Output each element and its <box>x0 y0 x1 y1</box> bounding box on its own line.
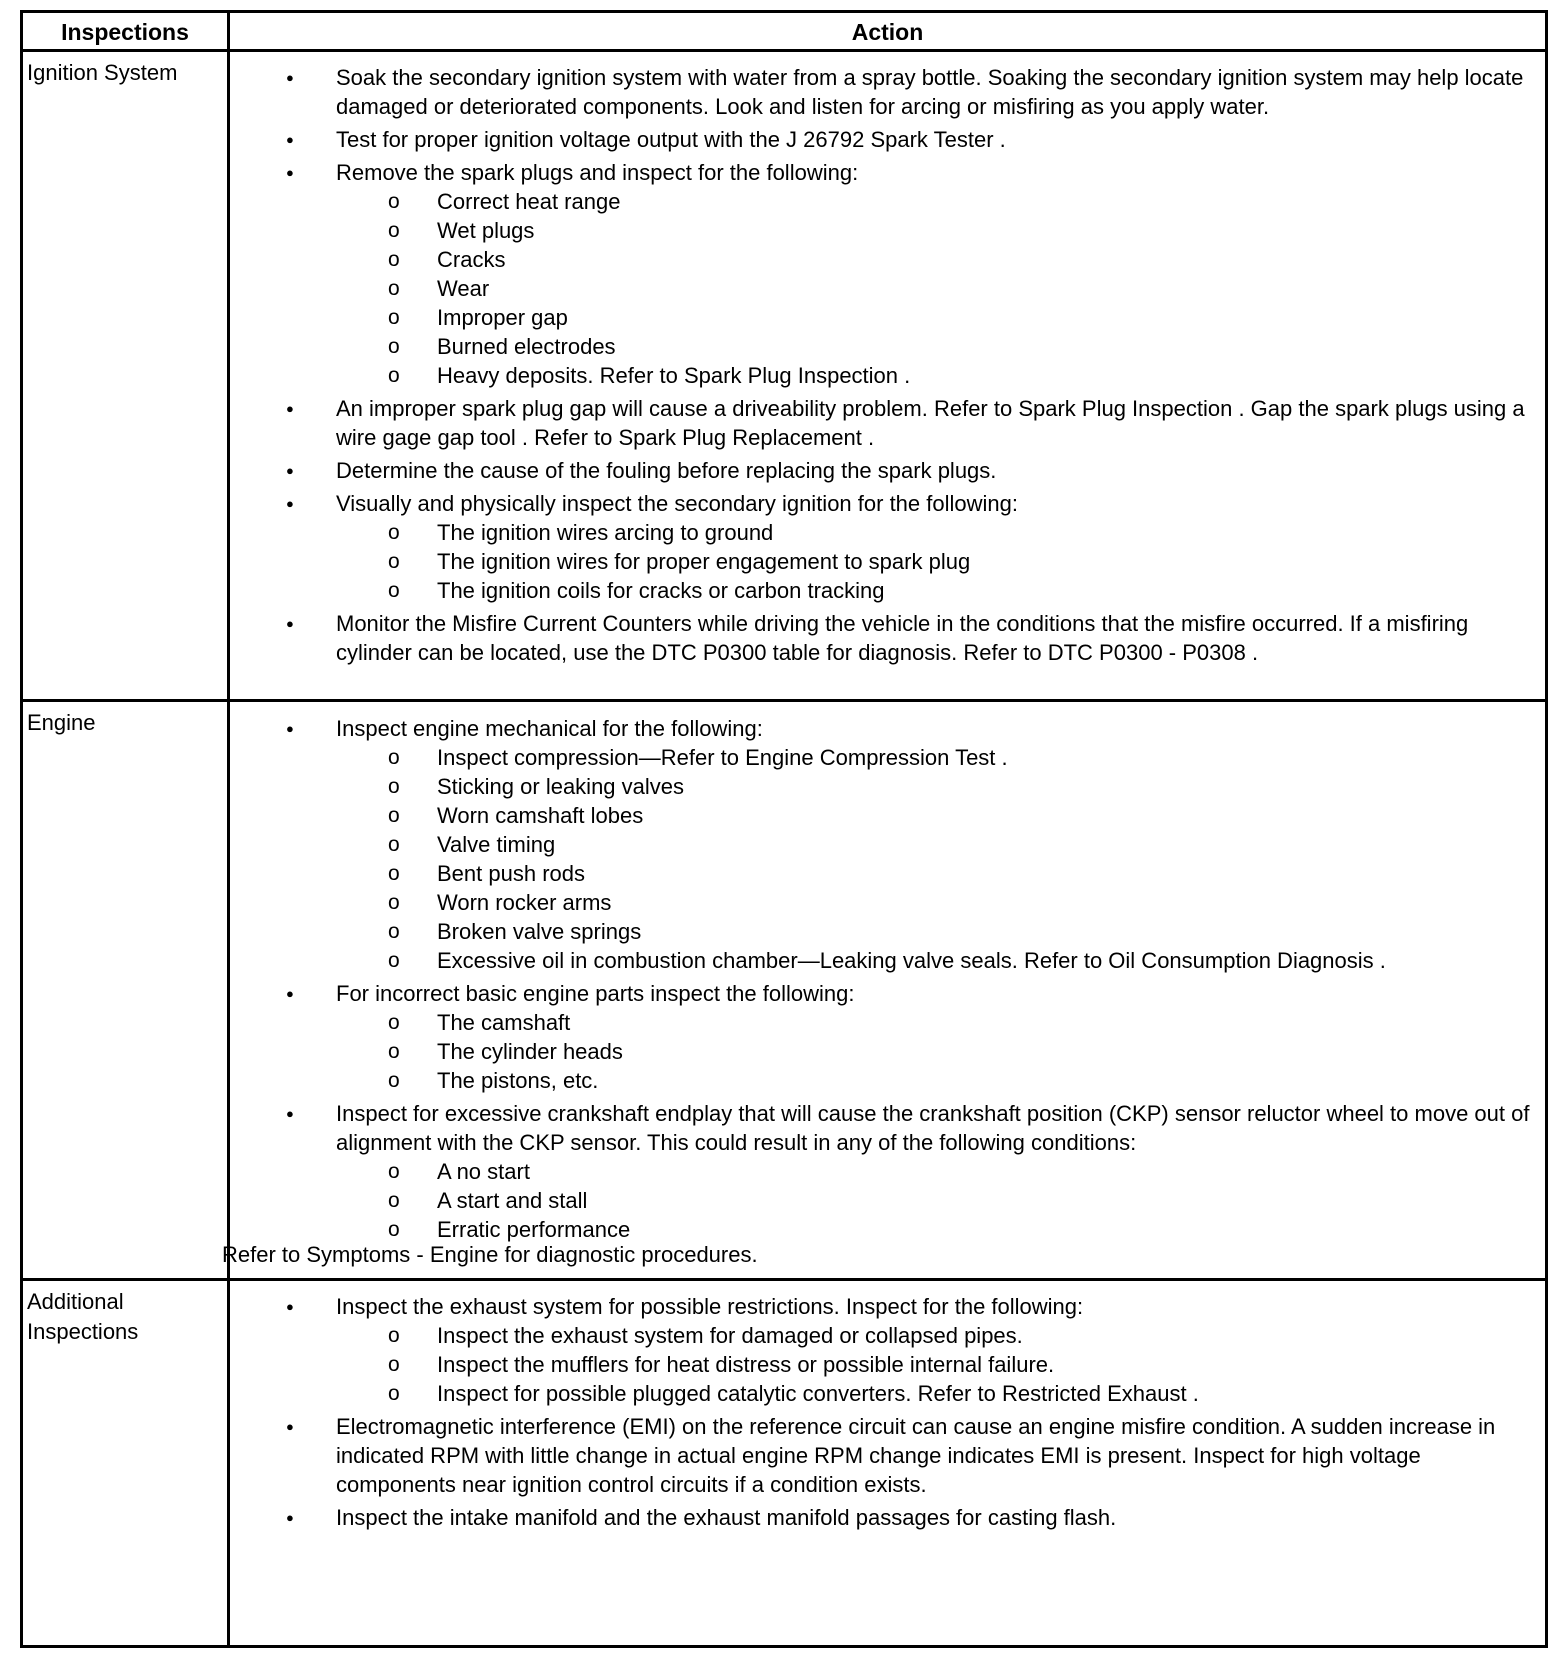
sub-list <box>336 1157 1545 1244</box>
inspection-table <box>20 10 1548 1648</box>
sub-list-item: o The ignition wires arcing to ground <box>336 518 1545 547</box>
sub-list-item: o Heavy deposits. Refer to Spark Plug Inspection . <box>336 361 1545 390</box>
sub-list-item: o Inspect the exhaust system for damaged or collapsed pipes. <box>336 1321 1545 1350</box>
sub-list-item: o Inspect for possible plugged catalytic converters. Refer to Restricted Exhaust . <box>336 1379 1545 1408</box>
inspection-label: Additional Inspections <box>27 1289 139 1344</box>
sub-list-item: o Erratic performance <box>336 1215 1545 1244</box>
sub-list <box>336 1321 1545 1408</box>
bullet-text: Soak the secondary ignition system with water from a spray bottle. Soaking the secondary ignition system may help locate damaged or deteriorated components. Look and listen for arcing or misfiring as you apply water. <box>336 65 1524 119</box>
sub-list-item: o Worn rocker arms <box>336 888 1545 917</box>
sub-list <box>336 743 1545 975</box>
bullet-text: Inspect the intake manifold and the exhaust manifold passages for casting flash. <box>336 1505 1117 1530</box>
inspection-label: Engine <box>27 710 96 735</box>
sub-list <box>336 518 1545 605</box>
bullet-item <box>230 609 1545 667</box>
sub-list <box>336 187 1545 390</box>
engine-note: Refer to Symptoms - Engine for diagnostic procedures. <box>222 1242 758 1267</box>
bullet-item <box>230 714 1545 975</box>
bullet-item <box>230 158 1545 390</box>
header-action: Action <box>851 19 924 45</box>
bullet-item <box>230 456 1545 485</box>
table-header <box>23 13 1545 52</box>
bullet-item <box>230 125 1545 154</box>
sub-list-item: o Burned electrodes <box>336 332 1545 361</box>
bullet-text: For incorrect basic engine parts inspect the following: <box>336 981 855 1006</box>
sub-list-item: o Wet plugs <box>336 216 1545 245</box>
bullet-item <box>230 1099 1545 1244</box>
bullet-text: An improper spark plug gap will cause a driveability problem. Refer to Spark Plug Inspection . Gap the spark plugs using a wire gage gap tool . Refer to Spark Plug Replacement . <box>336 396 1525 450</box>
sub-list-item: o The camshaft <box>336 1008 1545 1037</box>
sub-list-item: o Broken valve springs <box>336 917 1545 946</box>
header-inspections: Inspections <box>61 19 189 45</box>
bullet-item <box>230 1503 1545 1532</box>
bullet-text: Inspect for excessive crankshaft endplay that will cause the crankshaft position (CKP) sensor reluctor wheel to move out of alignment with the CKP sensor. This could result in any of the following conditions: <box>336 1101 1530 1155</box>
table-row <box>23 52 1545 702</box>
sub-list-item: o The pistons, etc. <box>336 1066 1545 1095</box>
table-row <box>23 1281 1545 1645</box>
sub-list-item: o Improper gap <box>336 303 1545 332</box>
action-cell <box>230 1292 1545 1536</box>
sub-list <box>336 1008 1545 1095</box>
bullet-text: Monitor the Misfire Current Counters while driving the vehicle in the conditions that the misfire occurred. If a misfiring cylinder can be located, use the DTC P0300 table for diagnosis. Refer to DTC P0300 - P0308 . <box>336 611 1469 665</box>
table-row <box>23 702 1545 1281</box>
action-cell <box>230 714 1545 1248</box>
sub-list-item: o Cracks <box>336 245 1545 274</box>
sub-list-item: o Inspect compression—Refer to Engine Compression Test . <box>336 743 1545 772</box>
sub-list-item: o Bent push rods <box>336 859 1545 888</box>
sub-list-item: o Wear <box>336 274 1545 303</box>
sub-list-item: o Valve timing <box>336 830 1545 859</box>
sub-list-item: o Sticking or leaking valves <box>336 772 1545 801</box>
bullet-item <box>230 394 1545 452</box>
bullet-text: Remove the spark plugs and inspect for the following: <box>336 160 859 185</box>
action-cell <box>230 63 1545 671</box>
sub-list-item: o A start and stall <box>336 1186 1545 1215</box>
bullet-item <box>230 1292 1545 1408</box>
bullet-text: Test for proper ignition voltage output with the J 26792 Spark Tester . <box>336 127 1006 152</box>
bullet-text: Electromagnetic interference (EMI) on the reference circuit can cause an engine misfire condition. A sudden increase in indicated RPM with little change in actual engine RPM change indicates EMI is present. Inspect for high voltage components near ignition control circuits if a condition exists. <box>336 1414 1496 1497</box>
sub-list-item: o The cylinder heads <box>336 1037 1545 1066</box>
bullet-text: Determine the cause of the fouling before replacing the spark plugs. <box>336 458 997 483</box>
sub-list-item: o Correct heat range <box>336 187 1545 216</box>
sub-list-item: o Inspect the mufflers for heat distress or possible internal failure. <box>336 1350 1545 1379</box>
inspection-label: Ignition System <box>27 60 178 85</box>
bullet-text: Inspect the exhaust system for possible restrictions. Inspect for the following: <box>336 1294 1084 1319</box>
sub-list-item: o The ignition coils for cracks or carbon tracking <box>336 576 1545 605</box>
sub-list-item: o Excessive oil in combustion chamber—Leaking valve seals. Refer to Oil Consumption Diagnosis . <box>336 946 1545 975</box>
bullet-item <box>230 63 1545 121</box>
sub-list-item: o The ignition wires for proper engagement to spark plug <box>336 547 1545 576</box>
bullet-item <box>230 979 1545 1095</box>
sub-list-item: o A no start <box>336 1157 1545 1186</box>
bullet-item <box>230 489 1545 605</box>
bullet-text: Visually and physically inspect the secondary ignition for the following: <box>336 491 1018 516</box>
sub-list-item: o Worn camshaft lobes <box>336 801 1545 830</box>
bullet-text: Inspect engine mechanical for the following: <box>336 716 763 741</box>
bullet-item <box>230 1412 1545 1499</box>
